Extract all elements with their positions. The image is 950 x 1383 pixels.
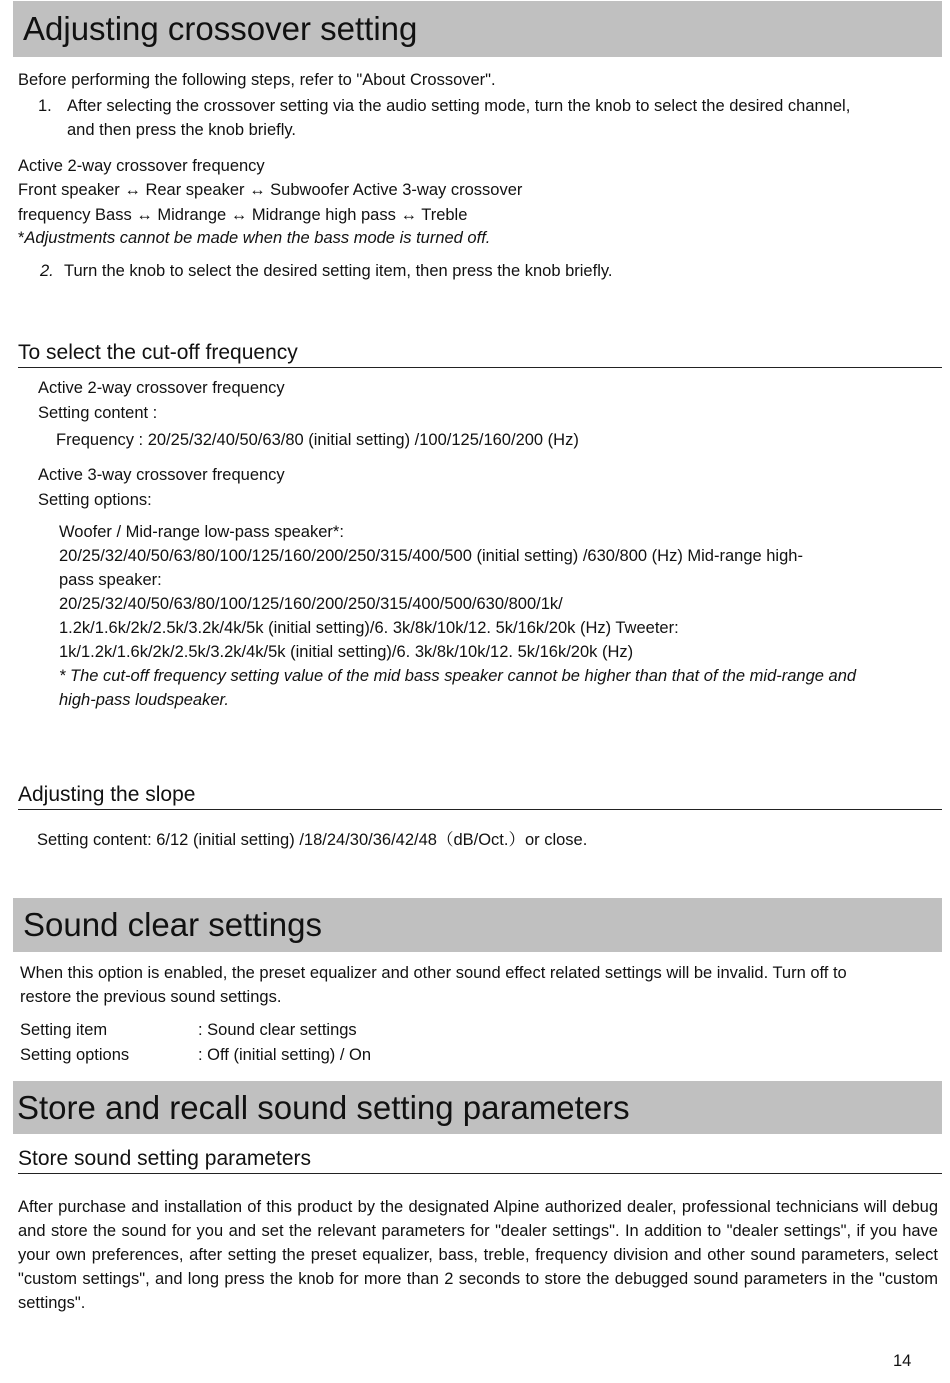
woofer-frequencies: 20/25/32/40/50/63/80/100/125/160/200/250/315/400/500 (initial setting) /630/800 (Hz) Mid-range high- [59, 547, 803, 565]
cutoff-3way-label: Active 3-way crossover frequency [38, 466, 285, 484]
setting-item-label: Setting item [20, 1021, 108, 1039]
step-2-text: Turn the knob to select the desired setting item, then press the knob briefly. [64, 262, 613, 280]
section-title-sound-clear: Sound clear settings [13, 898, 942, 952]
note-text: Adjustments cannot be made when the bass mode is turned off. [24, 229, 491, 247]
midrange-high-pass-label: pass speaker: [59, 571, 162, 589]
sound-clear-description: When this option is enabled, the preset equalizer and other sound effect related settings will be invalid. Turn off to [20, 964, 847, 982]
subsection-title-store: Store sound setting parameters [18, 1147, 942, 1174]
sound-clear-description-cont: restore the previous sound settings. [20, 988, 282, 1006]
cutoff-2way-label: Active 2-way crossover frequency [38, 379, 285, 397]
crossover-2way-label: Active 2-way crossover frequency [18, 157, 265, 175]
subsection-title-cutoff: To select the cut-off frequency [18, 341, 942, 368]
woofer-label: Woofer / Mid-range low-pass speaker*: [59, 523, 344, 541]
cutoff-note: * The cut-off frequency setting value of the mid bass speaker cannot be higher than that of the mid-range and [59, 667, 857, 685]
step-2-number: 2. [40, 262, 54, 280]
cutoff-note-cont: high-pass loudspeaker. [59, 691, 229, 709]
slope-setting-content: Setting content: 6/12 (initial setting) /18/24/30/36/42/48（dB/Oct.）or close. [37, 831, 588, 849]
setting-options-label: Setting options [20, 1046, 130, 1064]
crossover-3way-channels-line: frequency Bass ↔ Midrange ↔ Midrange high pass ↔ Treble [18, 206, 468, 224]
crossover-intro: Before performing the following steps, refer to "About Crossover". [18, 71, 496, 89]
bass-mode-note [18, 229, 490, 248]
section-title-crossover: Adjusting crossover setting [13, 1, 942, 57]
step-1-text: After selecting the crossover setting via the audio setting mode, turn the knob to select the desired channel, [67, 97, 851, 115]
step-1-text-cont: and then press the knob briefly. [67, 121, 297, 139]
cutoff-setting-content: Setting content : [38, 404, 158, 422]
page-number: 14 [893, 1352, 912, 1370]
step-1-number: 1. [38, 97, 52, 115]
store-paragraph: After purchase and installation of this product by the designated Alpine authorized dealer, professional technicians will debug and store the sound for you and set the relevant parameters for "dealer settings". In addition to "dealer settings", if you have your own preferences, after setting the preset equalizer, bass, treble, frequency division and other sound parameters, select "custom settings", and long press the knob for more than 2 seconds to store the debugged sound parameters in the "custom settings". [18, 1198, 938, 1312]
subsection-title-slope: Adjusting the slope [18, 783, 942, 810]
cutoff-2way-frequencies: Frequency : 20/25/32/40/50/63/80 (initial setting) /100/125/160/200 (Hz) [56, 431, 579, 449]
crossover-channels-line: Front speaker ↔ Rear speaker ↔ Subwoofer Active 3-way crossover [18, 181, 523, 199]
midrange-frequencies: 20/25/32/40/50/63/80/100/125/160/200/250/315/400/500/630/800/1k/ [59, 595, 563, 613]
tweeter-frequencies: 1k/1.2k/1.6k/2k/2.5k/3.2k/4k/5k (initial setting)/6. 3k/8k/10k/12. 5k/16k/20k (Hz) [59, 643, 634, 661]
midrange-frequencies-cont: 1.2k/1.6k/2k/2.5k/3.2k/4k/5k (initial setting)/6. 3k/8k/10k/12. 5k/16k/20k (Hz) Tweeter: [59, 619, 679, 637]
note-asterisk: * [18, 229, 25, 247]
setting-options-value: : Off (initial setting) / On [198, 1046, 372, 1064]
section-title-store-recall: Store and recall sound setting parameters [13, 1081, 942, 1134]
setting-item-value: : Sound clear settings [198, 1021, 357, 1039]
cutoff-setting-options: Setting options: [38, 491, 152, 509]
